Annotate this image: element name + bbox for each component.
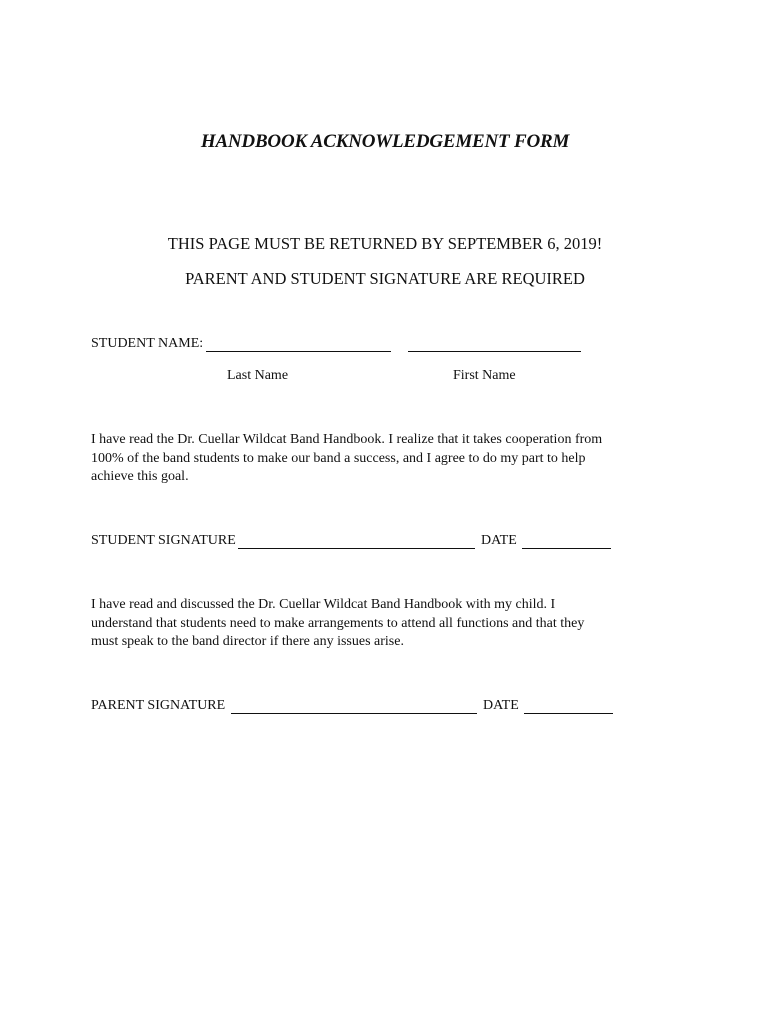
signature-required-notice: PARENT AND STUDENT SIGNATURE ARE REQUIRED <box>185 269 585 288</box>
parent-statement-line: must speak to the band director if there any issues arise. <box>91 634 404 649</box>
form-title: HANDBOOK ACKNOWLEDGEMENT FORM <box>200 131 570 152</box>
student-statement <box>91 431 691 487</box>
parent-statement-line: I have read and discussed the Dr. Cuellar Wildcat Band Handbook with my child. I <box>91 597 556 612</box>
parent-statement-line: understand that students need to make arrangements to attend all functions and that they <box>91 615 585 631</box>
student-statement-line: achieve this goal. <box>91 469 189 484</box>
first-name-caption: First Name <box>453 368 516 383</box>
last-name-field[interactable] <box>206 351 391 352</box>
student-date-field[interactable] <box>522 548 611 549</box>
student-name-label: STUDENT NAME: <box>91 336 204 351</box>
student-signature-field[interactable] <box>238 548 475 549</box>
last-name-caption: Last Name <box>227 368 289 383</box>
first-name-field[interactable] <box>408 351 581 352</box>
student-statement-line: 100% of the band students to make our band a success, and I agree to do my part to help <box>91 450 586 466</box>
student-date-label: DATE <box>481 533 517 548</box>
parent-date-label: DATE <box>483 698 519 713</box>
parent-signature-label: PARENT SIGNATURE <box>91 698 226 713</box>
parent-statement <box>91 596 691 652</box>
student-signature-label: STUDENT SIGNATURE <box>91 533 236 548</box>
parent-date-field[interactable] <box>524 713 613 714</box>
parent-signature-field[interactable] <box>231 713 477 714</box>
student-statement-line: I have read the Dr. Cuellar Wildcat Band Handbook. I realize that it takes cooperation from <box>91 432 603 447</box>
return-deadline-notice: THIS PAGE MUST BE RETURNED BY SEPTEMBER 6, 2019! <box>167 234 603 253</box>
